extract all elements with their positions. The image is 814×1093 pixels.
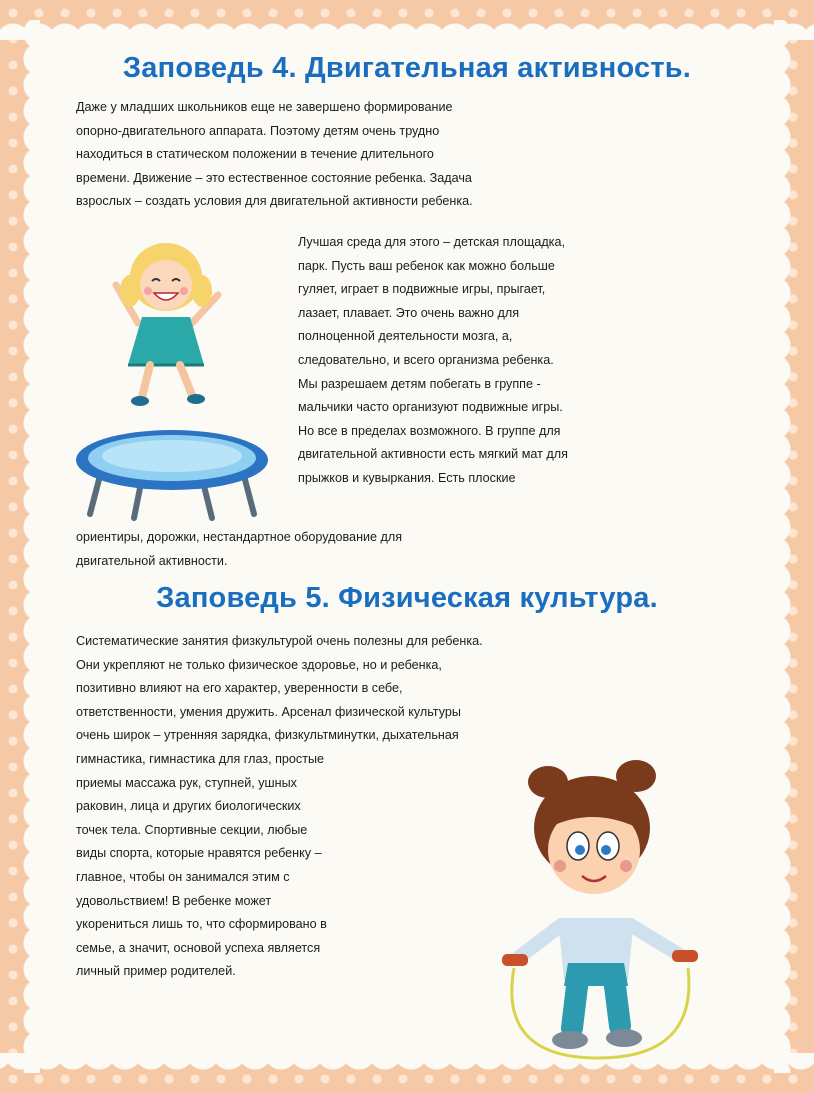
- text-line: двигательной активности есть мягкий мат для: [298, 447, 568, 462]
- jump-rope-girl-illustration: [488, 758, 718, 1068]
- text-line: позитивно влияют на его характер, уверенности в себе,: [76, 681, 403, 696]
- text-line: очень широк – утренняя зарядка, физкультминутки, дыхательная: [76, 728, 459, 743]
- text-line: Но все в пределах возможного. В группе для: [298, 423, 561, 438]
- text-line: следовательно, и всего организма ребенка.: [298, 352, 554, 367]
- text-line: Мы разрешаем детям побегать в группе -: [298, 376, 541, 391]
- section4-outro: [76, 526, 402, 573]
- text-line: прыжков и кувыркания. Есть плоские: [298, 470, 516, 485]
- text-line: ответственности, умения дружить. Арсенал физической культуры: [76, 704, 461, 719]
- text-line: Лучшая среда для этого – детская площадка,: [298, 235, 565, 249]
- text-line: находиться в статическом положении в течение длительного: [76, 147, 434, 162]
- text-line: раковин, лица и других биологических: [76, 799, 301, 814]
- text-line: гуляет, играет в подвижные игры, прыгает,: [298, 282, 546, 297]
- jumping-girl-illustration: [108, 235, 228, 415]
- text-line: гимнастика, гимнастика для глаз, простые: [76, 752, 325, 766]
- section5-title: Заповедь 5. Физическая культура.: [156, 582, 658, 614]
- text-line: мальчики часто организуют подвижные игры.: [298, 400, 563, 415]
- text-line: приемы массажа рук, ступней, ушных: [76, 775, 297, 790]
- text-line: семье, а значит, основой успеха является: [76, 940, 321, 955]
- section4-body-right: [298, 231, 568, 491]
- trampoline-illustration: [72, 418, 272, 528]
- text-line: точек тела. Спортивные секции, любые: [76, 822, 308, 837]
- text-line: лазает, плавает. Это очень важно для: [298, 305, 520, 320]
- text-line: удовольствием! В ребенке может: [76, 893, 272, 908]
- section4-intro: [76, 96, 473, 214]
- text-line: парк. Пусть ваш ребенок как можно больше: [298, 258, 555, 273]
- text-line: двигательной активности.: [76, 553, 228, 568]
- text-line: виды спорта, которые нравятся ребенку –: [76, 846, 322, 861]
- text-line: ориентиры, дорожки, нестандартное оборудование для: [76, 530, 403, 544]
- text-line: полноценной деятельности мозга, а,: [298, 329, 513, 344]
- text-line: Они укрепляют не только физическое здоровье, но и ребенка,: [76, 657, 442, 672]
- text-line: времени. Движение – это естественное состояние ребенка. Задача: [76, 170, 472, 185]
- section5-intro: [76, 630, 483, 748]
- text-line: взрослых – создать условия для двигательной активности ребенка.: [76, 194, 473, 209]
- text-line: укорениться лишь то, что сформировано в: [76, 917, 327, 932]
- text-line: Даже у младших школьников еще не завершено формирование: [76, 100, 453, 114]
- text-line: опорно-двигательного аппарата. Поэтому детям очень трудно: [76, 123, 440, 138]
- text-line: личный пример родителей.: [76, 964, 236, 979]
- text-line: Систематические занятия физкультурой очень полезны для ребенка.: [76, 634, 483, 648]
- text-line: главное, чтобы он занимался этим с: [76, 869, 290, 884]
- section5-body-left: [76, 748, 327, 984]
- section4-title: Заповедь 4. Двигательная активность.: [122, 52, 692, 84]
